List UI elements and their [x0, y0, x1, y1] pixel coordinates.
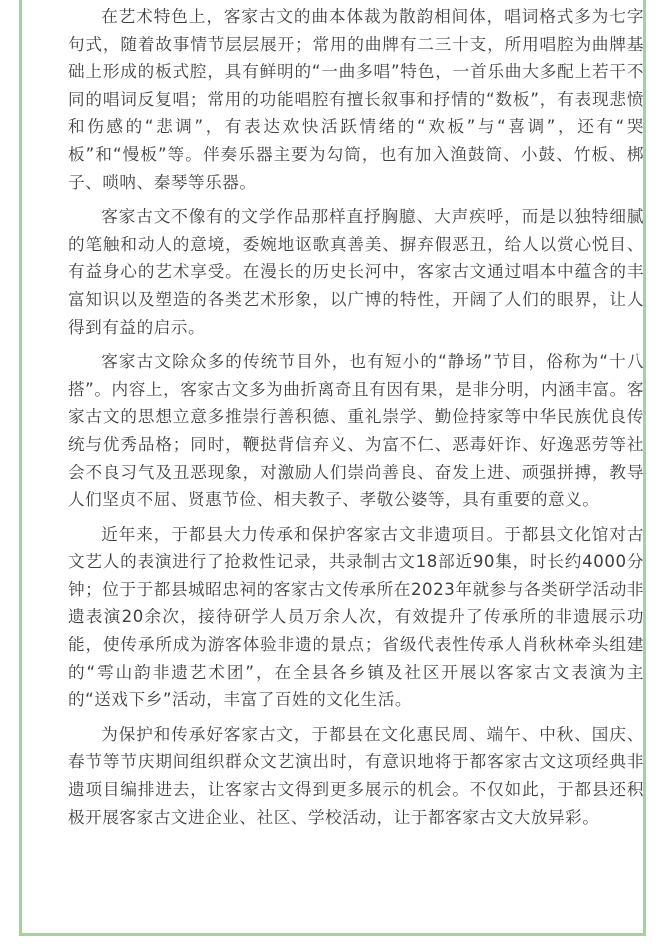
article-frame [19, 0, 646, 936]
paragraph-preservation: 近年来，于都县大力传承和保护客家古文非遗项目。于都县文化馆对古文艺人的表演进行了抢救性记录，共录制古文18部近90集，时长约4000分钟；位于于都县城昭忠祠的客家古文传承所在2023年就参与各类研学活动非遗表演20余次，接待研学人员万余人次，有效提升了传承所的非遗展示功能，使传承所成为游客体验非遗的景点；省级代表性传承人肖秋林牵头组建的“雩山韵非遗艺术团”，在全县各乡镇及社区开展以客家古文表演为主的“送戏下乡”活动，丰富了百姓的文化生活。 [68, 524, 644, 710]
article-body [68, 3, 644, 838]
paragraph-themes: 客家古文除众多的传统节目外，也有短小的“静场”节目，俗称为“十八搭”。内容上，客家古文多为曲折离奇且有因有果，是非分明，内涵丰富。客家古文的思想立意多推崇行善积德、重礼崇学、勤俭持家等中华民族优良传统与优秀品格；同时，鞭挞背信弃义、为富不仁、恶毒奸诈、好逸恶劳等社会不良习气及丑恶现象，对激励人们崇尚善良、奋发上进、顽强拼搏，教导人们坚贞不屈、贤惠节俭、相夫教子、孝敬公婆等，具有重要的意义。 [68, 352, 644, 510]
paragraph-promotion: 为保护和传承好客家古文，于都县在文化惠民周、端午、中秋、国庆、春节等节庆期间组织群众文艺演出时，有意识地将于都客家古文这项经典非遗项目编排进去，让客家古文得到更多展示的机会。不仅如此，于都县还积极开展客家古文进企业、社区、学校活动，让于都客家古文大放异彩。 [68, 724, 644, 827]
paragraph-artistic-value: 客家古文不像有的文学作品那样直抒胸臆、大声疾呼，而是以独特细腻的笔触和动人的意境，委婉地讴歌真善美、摒弃假恶丑，给人以赏心悦目、有益身心的艺术享受。在漫长的历史长河中，客家古文通过唱本中蕴含的丰富知识以及塑造的各类艺术形象，以广博的特性，开阔了人们的眼界，让人得到有益的启示。 [68, 207, 644, 337]
paragraph-art-features: 在艺术特色上，客家古文的曲本体裁为散韵相间体，唱词格式多为七字句式，随着故事情节层层展开；常用的曲牌有二三十支，所用唱腔为曲牌基础上形成的板式腔，具有鲜明的“一曲多唱”特色，一首乐曲大多配上若干不同的唱词反复唱；常用的功能唱腔有擅长叙事和抒情的“数板”，有表现悲愤和伤感的“悲调”，有表达欢快活跃情绪的“欢板”与“喜调”，还有“哭板”和“慢板”等。伴奏乐器主要为勾筒，也有加入渔鼓筒、小鼓、竹板、梆子、唢呐、秦琴等乐器。 [68, 7, 644, 192]
